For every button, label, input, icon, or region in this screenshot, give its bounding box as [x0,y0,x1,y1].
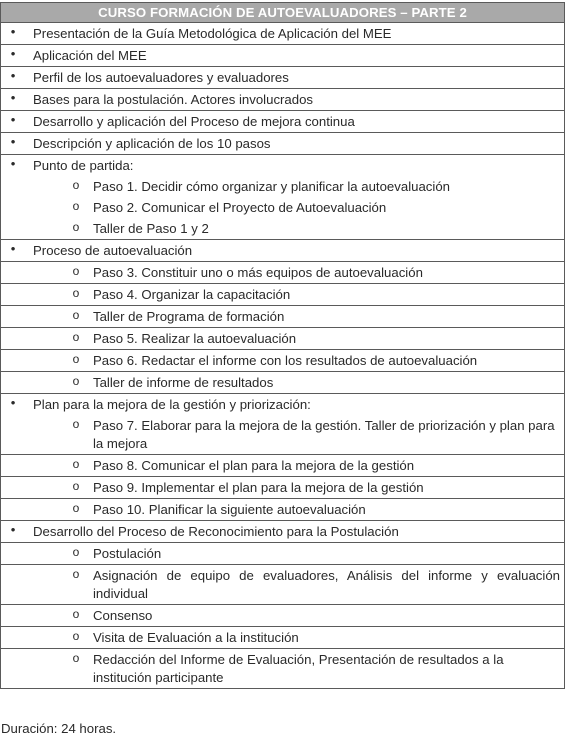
bullet-marker: • [10,46,16,61]
outline-subitem-text: Redacción del Informe de Evaluación, Presentación de resultados a la institución participante [93,652,504,685]
table-cell [1,89,565,111]
bullet-marker: • [10,156,16,171]
outline-subitem [1,415,564,454]
table-cell [1,23,565,45]
table-header-row [1,3,565,23]
outline-item [1,45,564,66]
outline-subitem [1,649,564,688]
table-row [1,455,565,477]
outline-item [1,133,564,154]
sub-bullet-marker: o [72,352,80,366]
table-row [1,328,565,350]
sub-bullet-marker: o [72,651,80,665]
bullet-marker: • [10,68,16,83]
outline-item-text: Aplicación del MEE [33,48,147,63]
table-cell [1,543,565,565]
outline-item-text: Plan para la mejora de la gestión y priorización: [33,397,311,412]
table-row [1,372,565,394]
bullet-marker: • [10,90,16,105]
table-row [1,67,565,89]
sub-bullet-marker: o [72,567,80,581]
outline-subitem [1,306,564,327]
course-outline-table [0,2,565,689]
sub-bullet-marker: o [72,374,80,388]
table-row [1,284,565,306]
outline-subitem [1,262,564,283]
sub-bullet-marker: o [72,264,80,278]
table-cell [1,477,565,499]
table-cell [1,455,565,477]
bullet-marker: • [10,522,16,537]
sub-bullet-marker: o [72,479,80,493]
table-row [1,306,565,328]
outline-subitem-text: Visita de Evaluación a la institución [93,630,299,645]
outline-subitem [1,455,564,476]
outline-subitem-text: Paso 10. Planificar la siguiente autoevaluación [93,502,366,517]
table-row [1,605,565,627]
table-row [1,499,565,521]
outline-item [1,240,564,261]
bullet-marker: • [10,395,16,410]
outline-item [1,89,564,110]
table-cell [1,306,565,328]
table-row [1,262,565,284]
outline-subitem-text: Paso 2. Comunicar el Proyecto de Autoevaluación [93,200,387,215]
outline-subitem [1,477,564,498]
table-row [1,111,565,133]
table-row [1,23,565,45]
table-cell [1,284,565,306]
table-cell [1,372,565,394]
outline-subitem [1,372,564,393]
sub-bullet-marker: o [72,199,80,213]
outline-subitem-text: Paso 5. Realizar la autoevaluación [93,331,297,346]
outline-item-text: Punto de partida: [33,158,134,173]
outline-subitem-text: Paso 6. Redactar el informe con los resultados de autoevaluación [93,353,478,368]
duration-note: Duración: 24 horas. [1,721,117,736]
table-row [1,240,565,262]
table-cell [1,67,565,89]
table-row [1,350,565,372]
outline-item [1,111,564,132]
outline-subitem-text: Asignación de equipo de evaluadores, Análisis del informe y evaluación individual [93,568,560,601]
table-cell [1,565,565,605]
outline-subitem-text: Paso 4. Organizar la capacitación [93,287,291,302]
sub-bullet-marker: o [72,545,80,559]
bullet-marker: • [10,112,16,127]
sub-bullet-marker: o [72,457,80,471]
table-row [1,155,565,240]
outline-item [1,67,564,88]
outline-subitem [1,565,564,604]
table-row [1,394,565,455]
outline-item-text: Desarrollo del Proceso de Reconocimiento para la Postulación [33,524,399,539]
outline-subitem [1,328,564,349]
outline-item-text: Desarrollo y aplicación del Proceso de mejora continua [33,114,355,129]
sub-bullet-marker: o [72,286,80,300]
outline-subitem-text: Paso 8. Comunicar el plan para la mejora de la gestión [93,458,415,473]
table-cell [1,45,565,67]
outline-item-text: Presentación de la Guía Metodológica de Aplicación del MEE [33,26,392,41]
sub-bullet-marker: o [72,330,80,344]
outline-item-text: Proceso de autoevaluación [33,243,193,258]
sub-bullet-marker: o [72,178,80,192]
table-row [1,521,565,543]
outline-subitem [1,218,564,239]
outline-item [1,394,564,415]
table-cell [1,262,565,284]
outline-subitem-text: Paso 1. Decidir cómo organizar y planificar la autoevaluación [93,179,450,194]
table-cell [1,111,565,133]
table-cell [1,627,565,649]
outline-subitem-text: Paso 9. Implementar el plan para la mejora de la gestión [93,480,424,495]
sub-bullet-marker: o [72,501,80,515]
outline-subitem-text: Taller de informe de resultados [93,375,274,390]
table-cell [1,133,565,155]
bullet-marker: • [10,134,16,149]
outline-item [1,155,564,176]
bullet-marker: • [10,24,16,39]
outline-subitem [1,627,564,648]
outline-subitem-text: Taller de Programa de formación [93,309,285,324]
table-row [1,477,565,499]
sub-bullet-marker: o [72,629,80,643]
sub-bullet-marker: o [72,417,80,431]
table-row [1,133,565,155]
outline-subitem-text: Paso 7. Elaborar para la mejora de la gestión. Taller de priorización y plan para la mejora [93,418,555,451]
outline-subitem [1,284,564,305]
sub-bullet-marker: o [72,220,80,234]
table-row [1,627,565,649]
table-row [1,45,565,67]
table-cell [1,521,565,543]
outline-subitem [1,176,564,197]
outline-subitem [1,197,564,218]
outline-item-text: Descripción y aplicación de los 10 pasos [33,136,271,151]
table-row [1,89,565,111]
outline-subitem-text: Postulación [93,546,162,561]
table-cell [1,155,565,240]
outline-subitem-text: Paso 3. Constituir uno o más equipos de autoevaluación [93,265,423,280]
outline-subitem [1,543,564,564]
table-title: CURSO FORMACIÓN DE AUTOEVALUADORES – PARTE 2 [1,3,565,23]
outline-subitem-text: Taller de Paso 1 y 2 [93,221,209,236]
bullet-marker: • [10,241,16,256]
table-cell [1,499,565,521]
table-cell [1,605,565,627]
table-row [1,649,565,689]
sub-bullet-marker: o [72,308,80,322]
table-cell [1,394,565,455]
outline-subitem [1,350,564,371]
outline-item [1,23,564,44]
outline-subitem [1,499,564,520]
sub-bullet-marker: o [72,607,80,621]
table-cell [1,649,565,689]
outline-item [1,521,564,542]
outline-item-text: Bases para la postulación. Actores involucrados [33,92,314,107]
table-cell [1,240,565,262]
outline-item-text: Perfil de los autoevaluadores y evaluadores [33,70,289,85]
outline-body [1,23,565,689]
table-row [1,565,565,605]
table-row [1,543,565,565]
table-cell [1,328,565,350]
outline-subitem-text: Consenso [93,608,153,623]
table-cell [1,350,565,372]
outline-subitem [1,605,564,626]
